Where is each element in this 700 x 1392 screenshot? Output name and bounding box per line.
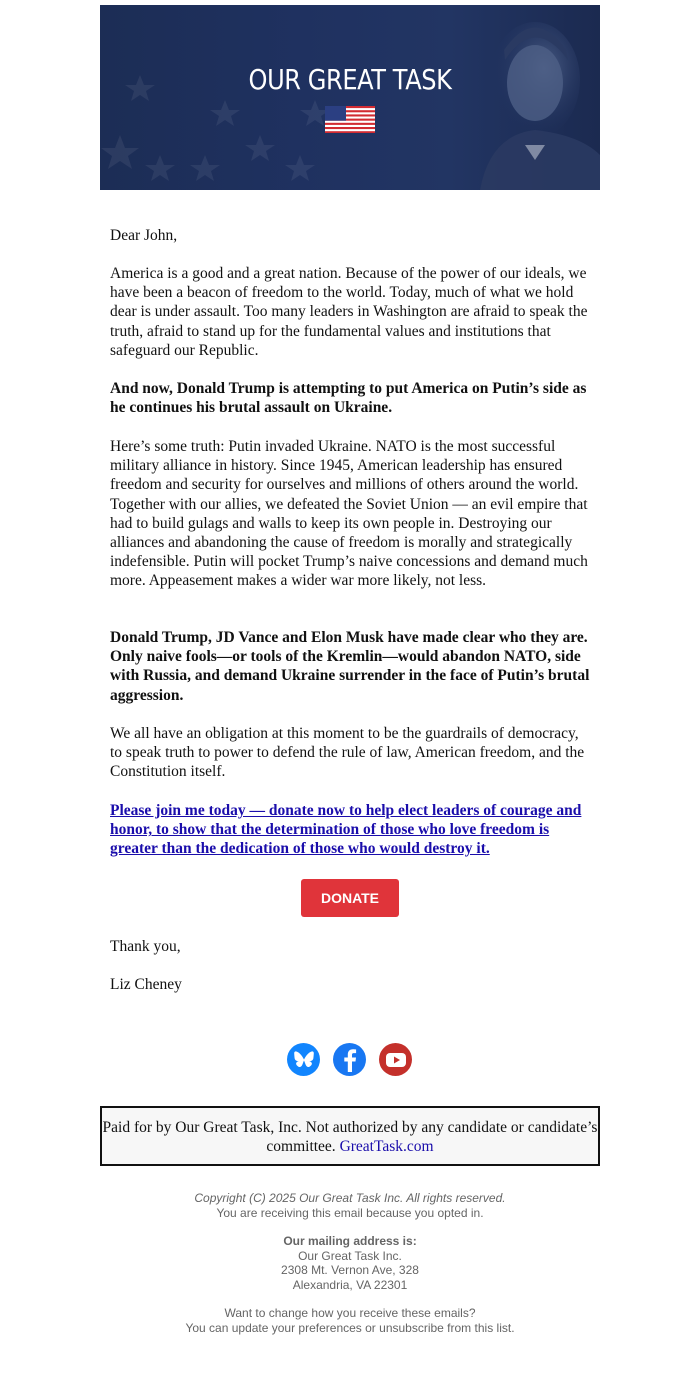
paragraph-bold-vance-musk: Donald Trump, JD Vance and Elon Musk have made clear who they are. Only naive fools—or tools of the Kremlin—would abandon NATO, side with Russia, and demand Ukraine surrender in the face of Putin’s brutal aggression. (110, 629, 590, 704)
bluesky-icon (294, 1051, 314, 1069)
bluesky-link[interactable] (287, 1043, 320, 1076)
banner-title: OUR GREAT TASK (248, 63, 452, 96)
footer-preferences (100, 1306, 600, 1335)
donate-button[interactable]: DONATE (301, 879, 399, 917)
opted-in-text: You are receiving this email because you opted in. (216, 1205, 484, 1220)
american-flag-icon (325, 106, 375, 133)
youtube-link[interactable] (379, 1043, 412, 1076)
change-prompt: Want to change how you receive these emails? (224, 1306, 476, 1320)
address-name: Our Great Task Inc. (298, 1248, 402, 1263)
facebook-link[interactable] (333, 1043, 366, 1076)
portrait-illustration-icon (450, 5, 600, 190)
paragraph-truth: Here’s some truth: Putin invaded Ukraine. NATO is the most successful military alliance in history. Since 1945, American leadership has ensured freedom and security for ourselves and millions of others around the world. Together with our allies, we defeated the Soviet Union — an evil empire that had to build gulags and walls to keep its own people in. Destroying our alliances and abandoning the cause of freedom is morally and strategically indefensible. Putin will pocket Trump’s naive concessions and demand much more. Appeasement makes a wider war more likely, not less. (110, 438, 588, 590)
address-street: 2308 Mt. Vernon Ave, 328 (281, 1263, 419, 1277)
facebook-icon (343, 1048, 357, 1072)
footer-address (100, 1234, 600, 1292)
mailing-address-heading: Our mailing address is: (283, 1234, 417, 1248)
greeting: Dear John, (110, 227, 178, 244)
greattask-link[interactable]: GreatTask.com (339, 1138, 434, 1155)
closing: Thank you, (110, 938, 181, 955)
youtube-icon (386, 1053, 406, 1067)
signature: Liz Cheney (110, 976, 182, 993)
address-city: Alexandria, VA 22301 (292, 1277, 408, 1292)
paid-for-disclaimer (100, 1106, 600, 1166)
paragraph-intro: America is a good and a great nation. Because of the power of our ideals, we have been a beacon of freedom to the world. Today, much of what we hold dear is under assault. Too many leaders in Washington are afraid to speak the truth, afraid to stand up for the fundamental values and institutions that safeguard our Republic. (110, 265, 588, 359)
disclaimer-text: Paid for by Our Great Task, Inc. Not authorized by any candidate or candidate’s committee. (102, 1119, 598, 1155)
cta-paragraph (110, 801, 594, 859)
paragraph-bold-trump: And now, Donald Trump is attempting to put America on Putin’s side as he continues his brutal assault on Ukraine. (110, 380, 587, 417)
copyright-text: Copyright (C) 2025 Our Great Task Inc. All rights reserved. (194, 1191, 506, 1205)
update-preferences-link[interactable]: You can update your preferences or unsubscribe from this list. (185, 1320, 515, 1335)
donate-cta-link[interactable]: Please join me today — donate now to help elect leaders of courage and honor, to show that the determination of those who love freedom is greater than the dedication of those who would destroy it. (110, 802, 582, 858)
footer-copyright (100, 1191, 600, 1220)
stars-background-icon (100, 5, 360, 190)
paragraph-obligation: We all have an obligation at this moment to be the guardrails of democracy, to speak truth to power to defend the rule of law, American freedom, and the Constitution itself. (110, 725, 585, 781)
header-banner (100, 5, 600, 190)
